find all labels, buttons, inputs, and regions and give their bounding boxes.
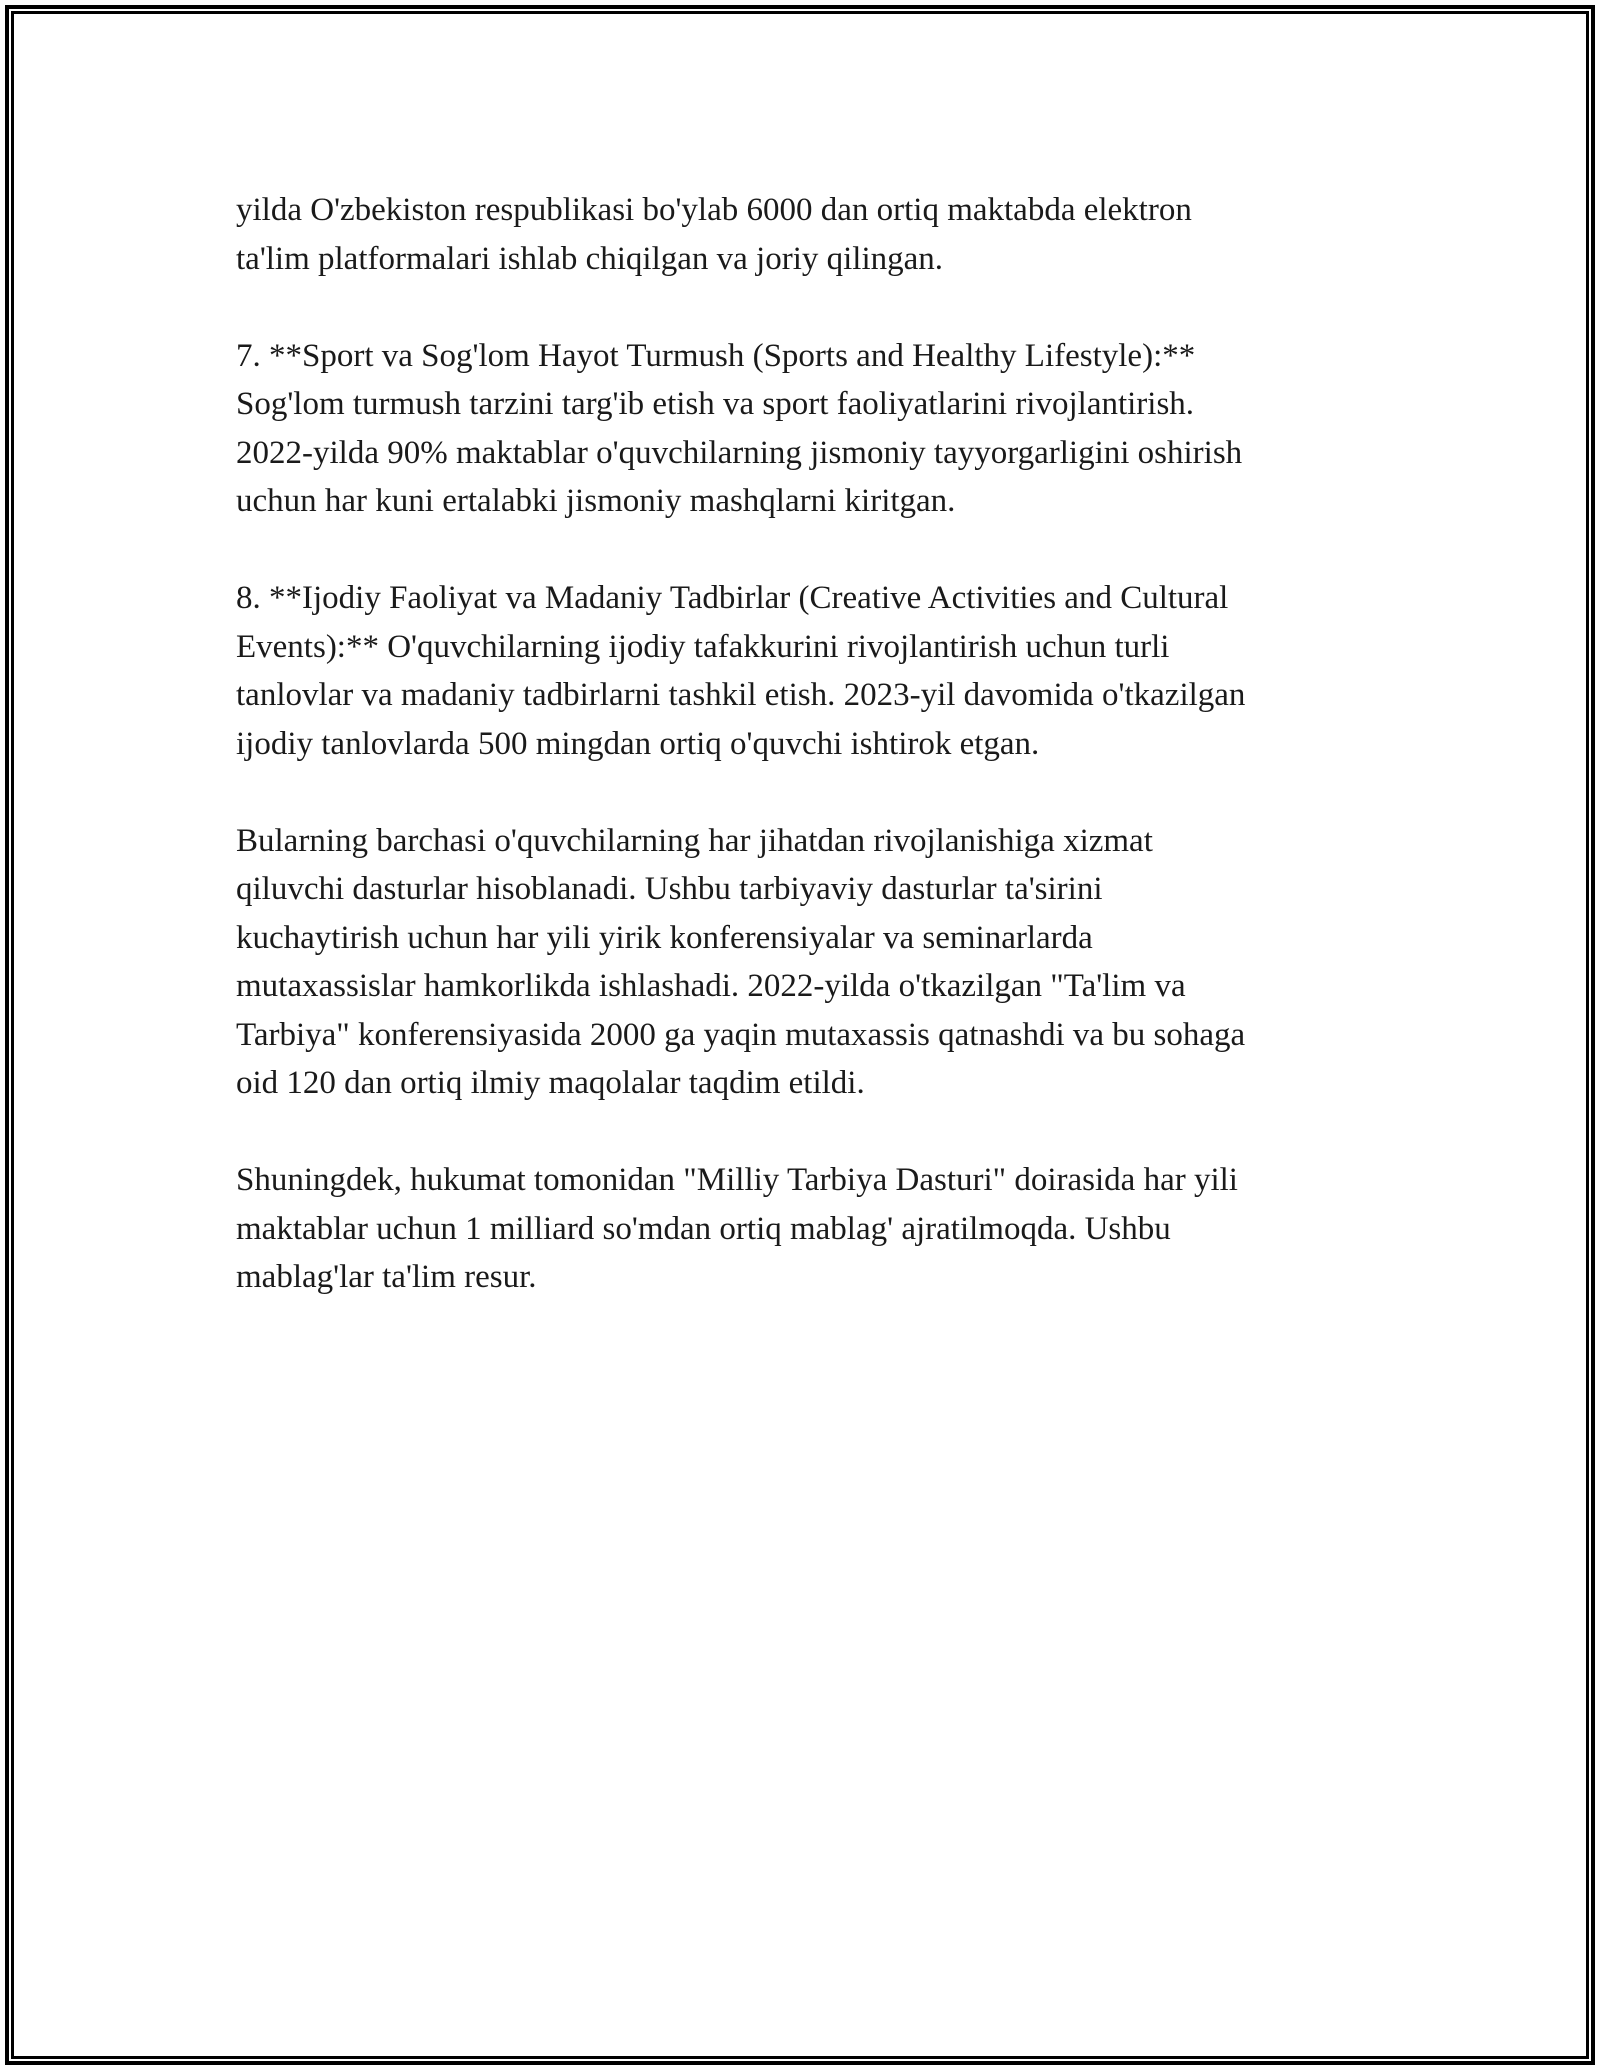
document-body [236,186,1386,1350]
paragraph-creative-activities: 8. **Ijodiy Faoliyat va Madaniy Tadbirlar (Creative Activities and Cultural Events):** O'quvchilarning ijodiy tafakkurini rivojlantirish uchun turli tanlovlar va madaniy tadbirlarni tashkil etish. 2023-yil davomida o'tkazilgan ijodiy tanlovlarda 500 mingdan ortiq o'quvchi ishtirok etgan. [236,580,1246,762]
paragraph-national-program-funding: Shuningdek, hukumat tomonidan "Milliy Tarbiya Dasturi" doirasida har yili maktablar uchun 1 milliard so'mdan ortiq mablag' ajratilmoqda. Ushbu mablag'lar ta'lim resur. [236,1162,1238,1295]
paragraph-elearning-continuation: yilda O'zbekiston respublikasi bo'ylab 6000 dan ortiq maktabda elektron ta'lim platformalari ishlab chiqilgan va joriy qilingan. [236,192,1192,277]
paragraph-sports-healthy-lifestyle: 7. **Sport va Sog'lom Hayot Turmush (Sports and Healthy Lifestyle):** Sog'lom turmush tarzini targ'ib etish va sport faoliyatlarini rivojlantirish. 2022-yilda 90% maktablar o'quvchilarning jismoniy tayyorgarligini oshirish uchun har kuni ertalabki jismoniy mashqlarni kiritgan. [236,337,1243,519]
paragraph-summary-conferences: Bularning barchasi o'quvchilarning har jihatdan rivojlanishiga xizmat qiluvchi dasturlar hisoblanadi. Ushbu tarbiyaviy dasturlar ta'sirini kuchaytirish uchun har yili yirik konferensiyalar va seminarlarda mutaxassislar hamkorlikda ishlashadi. 2022-yilda o'tkazilgan "Ta'lim va Tarbiya" konferensiyasida 2000 ga yaqin mutaxassis qatnashdi va bu sohaga oid 120 dan ortiq ilmiy maqolalar taqdim etildi. [236,822,1246,1101]
